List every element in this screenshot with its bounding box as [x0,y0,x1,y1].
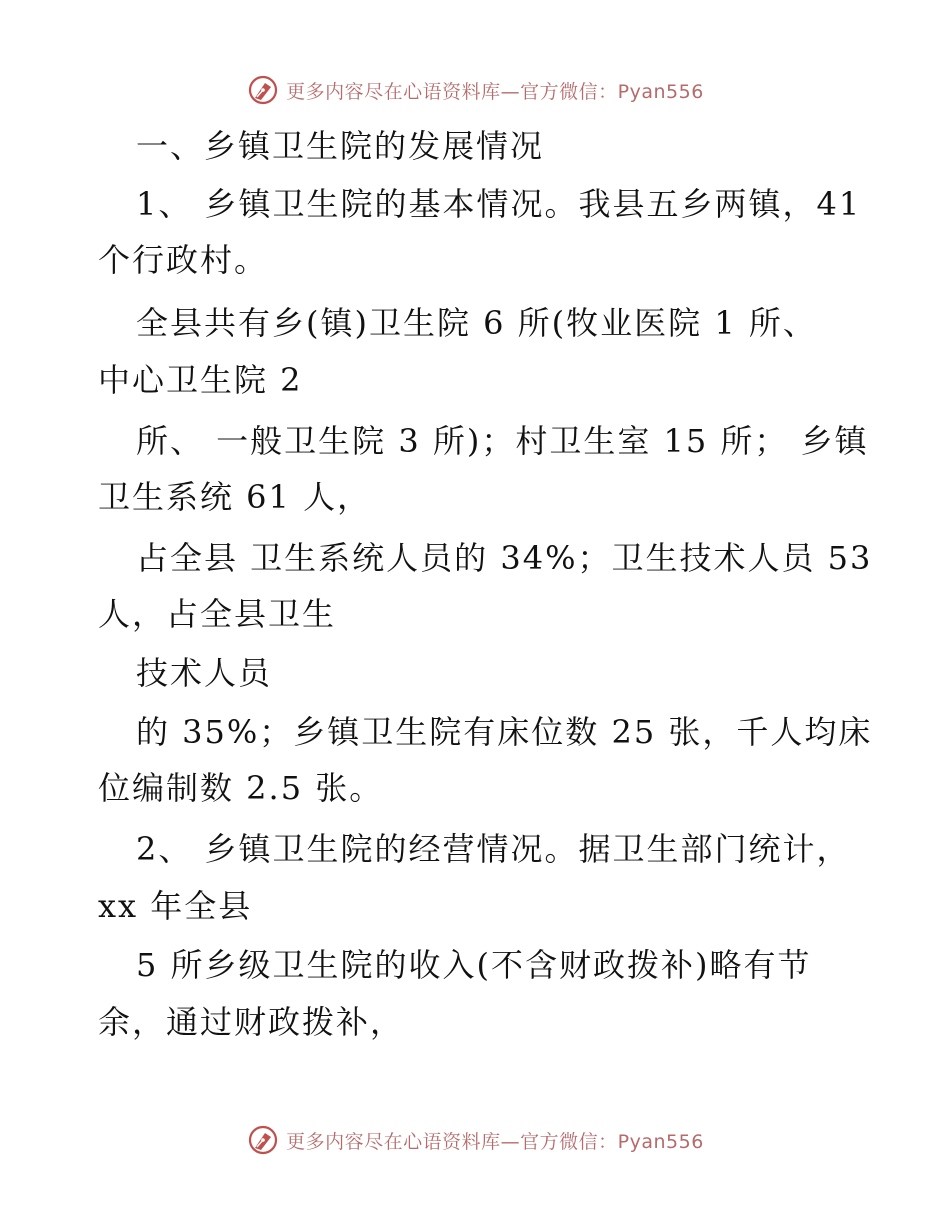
paragraph-line: 卫生系统 61 人， [98,478,372,516]
paragraph-line: 1、 乡镇卫生院的基本情况。我县五乡两镇，41 [136,185,862,223]
pen-nib-logo-icon [246,73,280,107]
paragraph-line: xx 年全县 [98,887,253,925]
header-watermark-content [246,73,704,107]
paragraph-line: 5 所乡级卫生院的收入(不含财政拨补)略有节 [136,946,812,984]
paragraph-line: 人，占全县卫生 [98,595,337,633]
header-watermark-text: 更多内容尽在心语资料库—官方微信：Pyan556 [286,80,704,103]
paragraph-line: 中心卫生院 2 [98,361,303,399]
paragraph-line: 所、 一般卫生院 3 所)；村卫生室 15 所； 乡镇 [136,422,869,460]
paragraph-line: 个行政村。 [98,241,269,279]
paragraph-line: 余，通过财政拨补， [98,1003,405,1041]
header-watermark-banner [0,70,950,110]
pen-nib-logo-icon [246,1123,280,1157]
footer-watermark-text: 更多内容尽在心语资料库—官方微信：Pyan556 [286,1130,704,1153]
paragraph-line: 技术人员 [136,654,273,692]
footer-watermark-content [246,1123,704,1157]
footer-watermark-banner [0,1120,950,1160]
paragraph-line: 位编制数 2.5 张。 [98,769,384,807]
paragraph-line: 的 35%；乡镇卫生院有床位数 25 张，千人均床 [136,713,873,751]
paragraph-line: 占全县 卫生系统人员的 34%；卫生技术人员 53 [136,539,873,577]
paragraph-line: 全县共有乡(镇)卫生院 6 所(牧业医院 1 所、 [136,304,817,342]
section-heading: 一、乡镇卫生院的发展情况 [136,127,545,165]
paragraph-line: 2、 乡镇卫生院的经营情况。据卫生部门统计， [136,830,851,868]
